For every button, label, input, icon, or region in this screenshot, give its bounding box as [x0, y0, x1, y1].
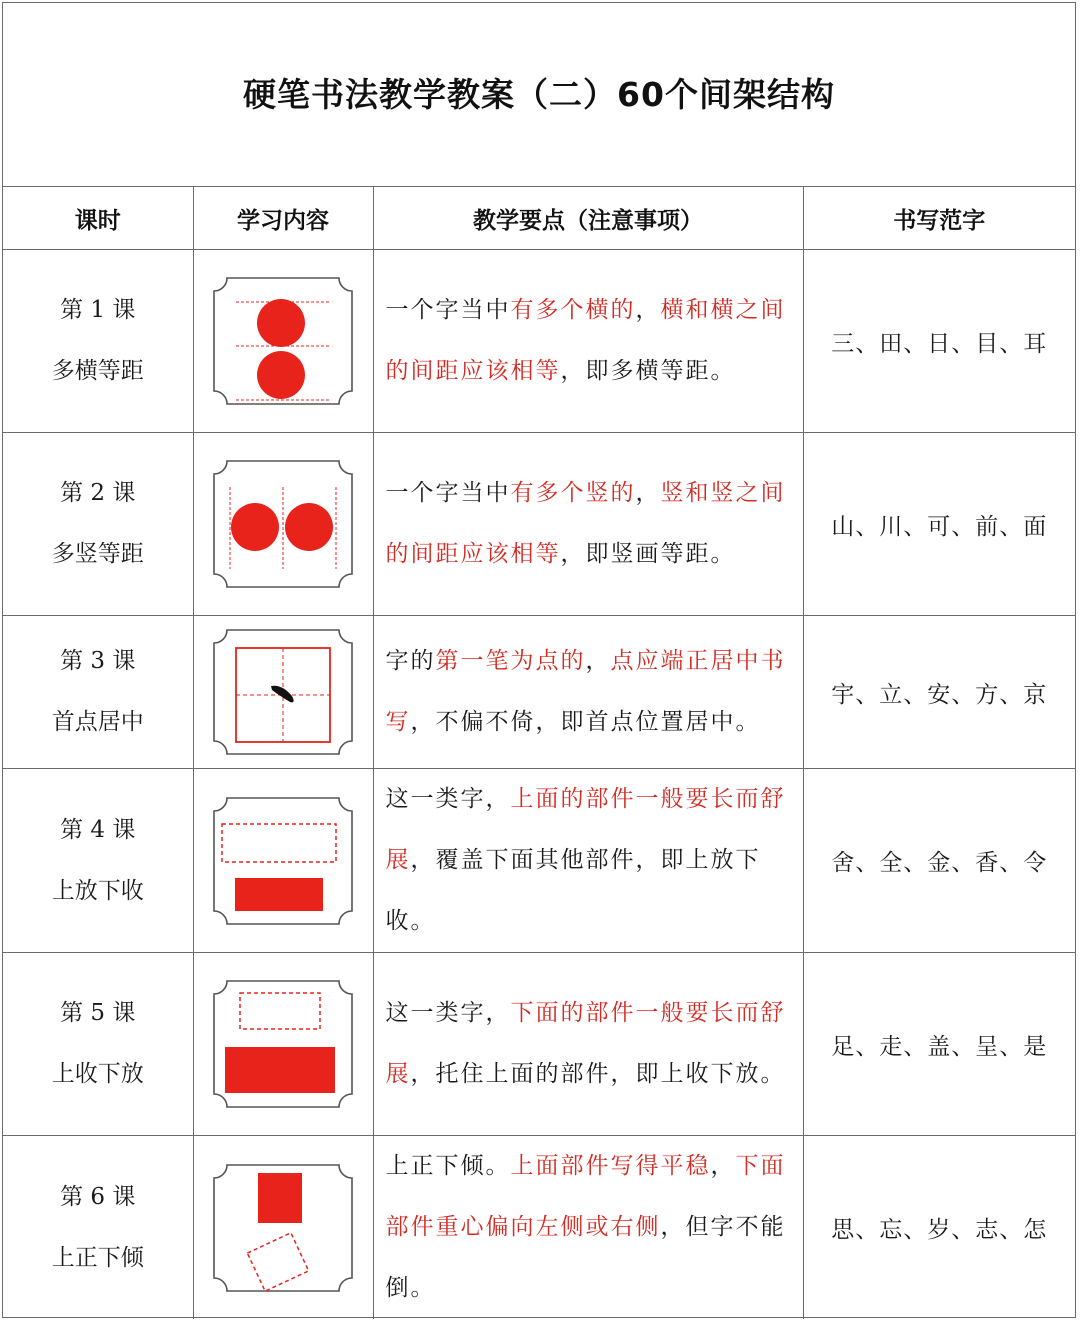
diagram-cell — [193, 250, 373, 433]
example-characters-cell — [803, 953, 1075, 1136]
teaching-points-cell — [373, 1136, 803, 1320]
highlight-text: 有多个竖的 — [510, 480, 636, 506]
structure-diagram-svg — [210, 794, 356, 928]
title-banner — [3, 3, 1075, 187]
structure-diagram-svg — [210, 626, 356, 758]
page-title: 硬笔书法教学教案（二）60个间架结构 — [243, 75, 835, 114]
header-examples: 书写范字 — [803, 187, 1075, 250]
diagram-cell — [193, 616, 373, 769]
teaching-points-text — [386, 463, 793, 585]
red-circle-shape — [257, 351, 305, 399]
highlight-text: 第一笔为点的 — [435, 648, 586, 674]
body-text: ，但字不能倒。 — [385, 1214, 786, 1301]
red-circle-shape — [231, 503, 279, 551]
lesson-number: 第 6 课 — [60, 1183, 136, 1210]
teaching-points-text — [386, 280, 793, 402]
lesson-cell — [3, 1136, 193, 1320]
diagram-cell — [193, 433, 373, 616]
highlight-text: 上面部件写得平稳 — [510, 1153, 711, 1179]
example-characters: 山、川、可、前、面 — [831, 513, 1048, 540]
table-row — [3, 616, 1075, 769]
teaching-points-text — [386, 983, 793, 1105]
teaching-points-cell — [373, 433, 803, 616]
lesson-name: 多竖等距 — [51, 541, 144, 567]
table-row — [3, 1136, 1075, 1320]
structure-diagram-svg — [210, 977, 356, 1111]
teaching-points-cell — [373, 250, 803, 433]
lesson-cell — [3, 616, 193, 769]
teaching-points-cell — [373, 616, 803, 769]
example-characters: 思、忘、岁、志、怎 — [831, 1217, 1048, 1243]
example-characters: 舍、全、金、香、令 — [831, 850, 1048, 876]
body-text: 上正下倾。 — [385, 1153, 511, 1179]
structure-diagram-svg — [210, 274, 356, 408]
lesson-table — [3, 186, 1075, 1319]
structure-diagram-svg — [210, 457, 356, 591]
lesson-number: 第 2 课 — [60, 480, 136, 506]
highlight-text: 横和横之间的间距应该相等 — [385, 297, 786, 384]
example-characters-cell — [803, 769, 1075, 953]
header-content: 学习内容 — [193, 187, 373, 250]
structure-diagram-svg — [210, 1161, 356, 1295]
example-characters-cell — [803, 250, 1075, 433]
diagram-cell — [193, 769, 373, 953]
teaching-points-text — [386, 631, 793, 753]
lesson-name: 首点居中 — [51, 709, 144, 735]
lesson-name: 上正下倾 — [51, 1244, 144, 1271]
lesson-number: 第 4 课 — [60, 816, 136, 843]
body-text: ， — [635, 297, 661, 323]
highlight-text: 下面部件重心偏向左侧或右侧 — [385, 1153, 786, 1240]
lesson-cell — [3, 769, 193, 953]
red-circle-shape — [257, 299, 305, 347]
lesson-cell — [3, 250, 193, 433]
solid-bottom-block — [235, 878, 323, 911]
solid-bottom-block — [225, 1047, 335, 1093]
solid-top-block — [258, 1173, 302, 1223]
highlight-text: 竖和竖之间的间距应该相等 — [385, 480, 786, 567]
lesson-plan-document — [2, 2, 1076, 1318]
body-text: ，即多横等距。 — [560, 358, 736, 384]
example-characters: 宇、立、安、方、京 — [831, 681, 1048, 708]
teaching-points-text — [386, 1136, 793, 1319]
body-text: ， — [710, 1153, 736, 1179]
example-characters: 足、走、盖、呈、是 — [831, 1033, 1048, 1060]
teaching-points-text — [386, 769, 793, 952]
header-lesson: 课时 — [3, 187, 193, 250]
teaching-points-cell — [373, 769, 803, 953]
example-characters-cell — [803, 616, 1075, 769]
body-text: 这一类字， — [385, 1000, 511, 1026]
lesson-cell — [3, 433, 193, 616]
table-row — [3, 250, 1075, 433]
table-row — [3, 769, 1075, 953]
lesson-name: 多横等距 — [51, 358, 144, 384]
teaching-points-cell — [373, 953, 803, 1136]
body-text: ，托住上面的部件，即上收下放。 — [410, 1061, 786, 1087]
lesson-number: 第 5 课 — [60, 1000, 136, 1026]
body-text: ， — [635, 480, 661, 506]
highlight-text: 下面的部件一般要长而舒展 — [385, 1000, 786, 1087]
body-text: 一个字当中 — [385, 297, 511, 323]
table-row — [3, 433, 1075, 616]
diagram-cell — [193, 953, 373, 1136]
lesson-number: 第 1 课 — [60, 297, 136, 323]
body-text: ，即竖画等距。 — [560, 541, 736, 567]
body-text: 这一类字， — [385, 786, 511, 812]
body-text: ，覆盖下面其他部件，即上放下收。 — [385, 847, 761, 934]
example-characters-cell — [803, 433, 1075, 616]
highlight-text: 上面的部件一般要长而舒展 — [385, 786, 786, 873]
lesson-name: 上收下放 — [51, 1061, 144, 1087]
lesson-cell — [3, 953, 193, 1136]
highlight-text: 有多个横的 — [510, 297, 636, 323]
table-row — [3, 953, 1075, 1136]
lesson-name: 上放下收 — [51, 877, 144, 904]
header-row — [3, 187, 1075, 250]
diagram-cell — [193, 1136, 373, 1320]
body-text: ，不偏不倚，即首点位置居中。 — [410, 709, 761, 735]
example-characters-cell — [803, 1136, 1075, 1320]
header-points: 教学要点（注意事项） — [373, 187, 803, 250]
red-circle-shape — [285, 503, 333, 551]
highlight-text: 点应端正居中书写 — [385, 648, 786, 735]
body-text: 字的 — [385, 648, 436, 674]
example-characters: 三、田、日、目、耳 — [831, 330, 1048, 357]
lesson-number: 第 3 课 — [60, 648, 136, 674]
body-text: 一个字当中 — [385, 480, 511, 506]
body-text: ， — [585, 648, 611, 674]
